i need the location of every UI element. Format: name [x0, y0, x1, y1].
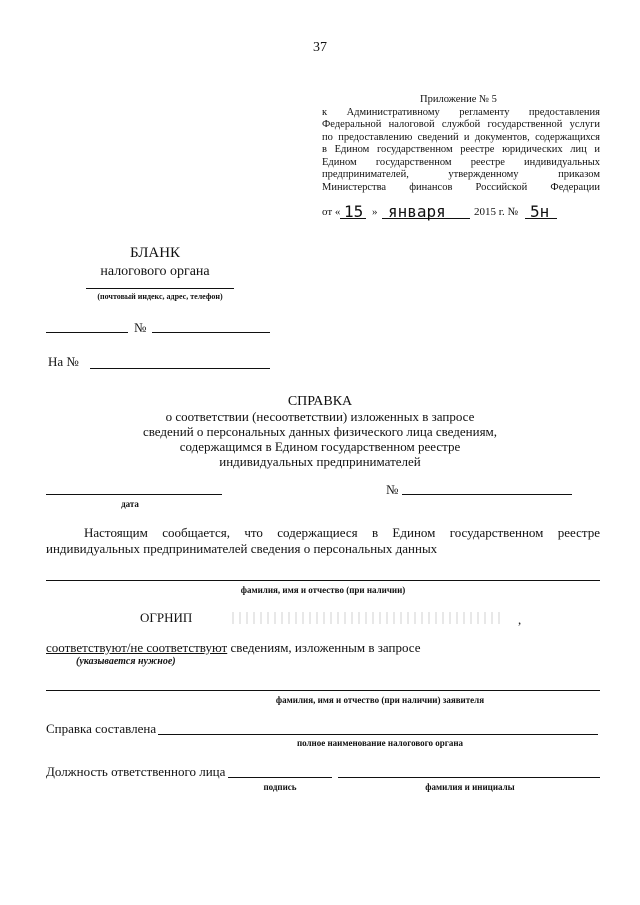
spravka-subtitle — [90, 409, 550, 469]
body-line-2: индивидуальных предпринимателей сведения о персональных данных — [46, 541, 438, 556]
authority-line — [158, 734, 598, 735]
fio-caption: фамилия, имя и отчество (при наличии) — [240, 585, 406, 595]
initials-line — [338, 777, 600, 778]
date-prefix: от « — [322, 206, 341, 218]
annex-line: Едином государственном реестре индивидуальных — [322, 156, 600, 168]
annex-date — [322, 202, 602, 222]
spravka-line: сведений о персональных данных физического лица сведениям, — [142, 424, 498, 439]
body-line-1: Настоящим сообщается, что содержащиеся в Едином государственном реестре — [84, 525, 600, 540]
date-number: 5н — [530, 202, 550, 221]
compiled-label: Справка составлена — [46, 721, 157, 736]
spravka-line: содержащимся в Едином государственном реестре — [179, 439, 461, 454]
outgoing-date-line — [46, 332, 128, 333]
spravka-line: индивидуальных предпринимателей — [219, 454, 421, 469]
date-caption: дата — [121, 499, 139, 509]
spravka-line: о соответствии (несоответствии) изложенных в запросе — [165, 409, 475, 424]
initials-caption: фамилия и инициалы — [425, 782, 515, 792]
signature-line — [228, 777, 332, 778]
annex-line: по предоставлению сведений и документов, содержащихся — [322, 131, 600, 143]
number-sign-right: № — [386, 482, 399, 497]
blank-subtitle: налогового органа — [100, 264, 210, 279]
match-row — [46, 640, 600, 656]
position-label: Должность ответственного лица — [46, 764, 226, 779]
outgoing-number-line — [152, 332, 270, 333]
date-day: 15 — [344, 202, 364, 221]
date-line — [46, 494, 222, 495]
fio-line — [46, 580, 600, 581]
na-number-line — [90, 368, 270, 369]
date-month: января — [388, 202, 446, 221]
spravka-title: СПРАВКА — [287, 394, 353, 409]
ogrnip-comma: , — [518, 612, 522, 627]
annex-title: Приложение № 5 — [420, 94, 497, 105]
annex-line: Министерства финансов Российской Федерации — [322, 181, 600, 193]
number-sign: № — [134, 320, 147, 335]
annex-line: Федеральной налоговой службой государственной услуги — [322, 119, 600, 130]
match-rest: сведениям, изложенным в запросе — [227, 640, 421, 655]
match-note: (указывается нужное) — [76, 656, 176, 667]
match-options: соответствуют/не соответствуют — [46, 640, 228, 655]
na-label: На № — [48, 354, 79, 369]
page-number: 37 — [313, 40, 327, 55]
signature-caption: подпись — [263, 782, 297, 792]
annex-line: предпринимателей, утвержденному приказом — [322, 169, 600, 180]
annex-block — [322, 94, 600, 194]
annex-line: в Едином государственном реестре юридических лиц и — [322, 144, 600, 155]
authority-caption: полное наименование налогового органа — [296, 738, 464, 748]
applicant-caption: фамилия, имя и отчество (при наличии) заявителя — [275, 695, 485, 705]
annex-line: к Административному регламенту предоставления — [322, 106, 600, 118]
ogrnip-value-redacted — [232, 612, 502, 624]
date-mid: » — [372, 206, 378, 218]
date-year: 2015 г. № — [474, 206, 519, 218]
ogrnip-label: ОГРНИП — [140, 610, 193, 625]
number-line — [402, 494, 572, 495]
blank-caption: (почтовый индекс, адрес, телефон) — [97, 292, 223, 301]
applicant-line — [46, 690, 600, 691]
blank-title: БЛАНК — [129, 245, 181, 261]
